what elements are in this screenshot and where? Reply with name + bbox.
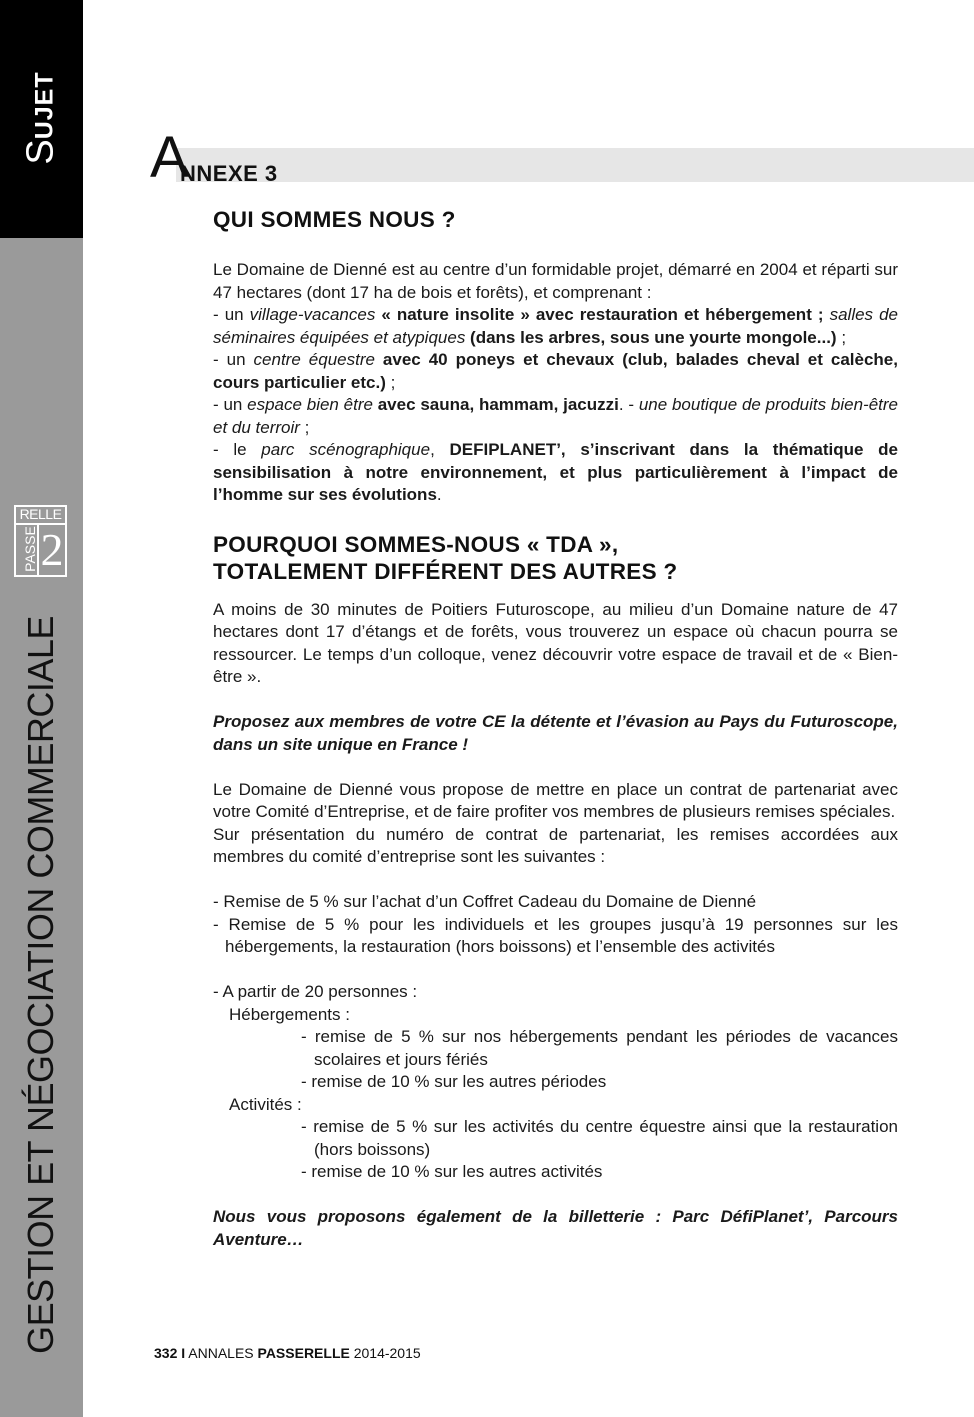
item-em: village-vacances: [249, 305, 376, 324]
activites-label: Activités :: [229, 1094, 302, 1114]
item-mid: . -: [618, 395, 639, 414]
footer-brand: PASSERELLE: [257, 1345, 350, 1361]
sidebar-header: [0, 0, 83, 238]
section-title-qui: QUI SOMMES NOUS ?: [213, 207, 456, 232]
intro-paragraph: Le Domaine de Dienné est au centre d’un formidable projet, démarré en 2004 et réparti sur 47 hectares (dont 17 ha de bois et forêts), et comprenant :: [213, 260, 898, 302]
title-line-2: TOTALEMENT DIFFÉRENT DES AUTRES ?: [213, 558, 678, 584]
remise-item: - Remise de 5 % sur l’achat d’un Coffret Cadeau du Domaine de Dienné: [213, 892, 757, 911]
item-tail: .: [436, 485, 442, 504]
ce-offer-text: Proposez aux membres de votre CE la détente et l’évasion au Pays du Futuroscope, dans un site unique en France !: [213, 712, 898, 754]
groups-heading: - A partir de 20 personnes :: [213, 982, 418, 1001]
main-content: [213, 206, 898, 1251]
list-item-equestre: [213, 349, 898, 394]
item-bold: (dans les arbres, sous une yourte mongole...): [465, 327, 837, 347]
item-em: espace bien être: [247, 395, 373, 414]
paragraph-location: A moins de 30 minutes de Poitiers Futuroscope, au milieu d’un Domaine nature de 47 hectares dont 17 d’étangs et de forêts, vous trouverez un espace où chacun pourra se ressourcer. Le temps d’un colloque, venez découvrir votre espace de travail et de « Bien-être ».: [213, 599, 898, 686]
remise-item: - Remise de 5 % pour les individuels et les groupes jusqu’à 19 personnes sur les hébergements, la restauration (hors boissons) et l’ensemble des activités: [213, 914, 898, 956]
closing-text: Nous vous proposons également de la billetterie : Parc DéfiPlanet’, Parcours Aventure…: [213, 1207, 898, 1249]
item-bold: avec sauna, hammam, jacuzzi: [372, 395, 619, 414]
item-mid: ,: [430, 440, 450, 459]
item-em: salles de séminaires équipées et atypiques: [213, 305, 898, 347]
hebergements-label: Hébergements :: [229, 1004, 350, 1024]
paragraph-remises-intro: Sur présentation du numéro de contrat de partenariat, les remises accordées aux membres du comité d’entreprise sont les suivantes :: [213, 824, 898, 866]
sujet-label: [20, 71, 63, 164]
paragraph-closing: [213, 1206, 898, 1251]
page-footer: [154, 1345, 421, 1361]
activite-item: - remise de 5 % sur les activités du centre équestre ainsi que la restauration (hors boissons): [301, 1117, 898, 1159]
logo-number: 2: [40, 524, 64, 575]
item-prefix: - un: [213, 350, 254, 369]
footer-annales: ANNALES: [185, 1345, 258, 1361]
annex-title: NNEXE 3: [180, 161, 278, 186]
title-line-1: POURQUOI SOMMES-NOUS « TDA »,: [213, 531, 619, 557]
section-title-pourquoi: [213, 531, 898, 585]
item-prefix: - un: [213, 305, 250, 324]
paragraph-partnership: Le Domaine de Dienné vous propose de mettre en place un contrat de partenariat avec votre Comité d’Entreprise, et de faire profiter vos membres de plusieurs remises spéciales.: [213, 779, 898, 821]
item-em: parc scénographique: [261, 440, 431, 459]
item-tail: ;: [299, 417, 310, 437]
item-bold: avec 40 poneys et chevaux (club, balades cheval et calèche, cours particulier etc.): [213, 350, 898, 392]
hebergement-item: - remise de 5 % sur nos hébergements pendant les périodes de vacances scolaires et jours fériés: [301, 1027, 898, 1069]
hebergement-item: - remise de 10 % sur les autres périodes: [301, 1072, 607, 1091]
item-prefix: - le: [213, 440, 262, 459]
left-sidebar: [0, 0, 83, 1417]
item-bold: DEFIPLANET’, s’inscrivant dans la thématique de sensibilisation à notre environnement, et plus particulièrement à l’impact de l’homme sur ses évolutions: [213, 440, 898, 504]
list-item-village: [213, 304, 898, 349]
paragraph-ce-offer: [213, 711, 898, 756]
sujet-rest: UJET: [30, 71, 59, 140]
list-item-parc: [213, 439, 898, 507]
list-item-bien-etre: [213, 394, 898, 439]
footer-year: 2014-2015: [349, 1345, 421, 1361]
item-tail: ;: [836, 327, 847, 347]
vertical-subject-title: GESTION ET NÉGOCIATION COMMERCIALE: [20, 616, 61, 1354]
logo-side-text: PASSE: [22, 526, 38, 572]
annex-initial: A: [150, 125, 189, 190]
item-em: centre équestre: [253, 350, 375, 369]
annex-band: [176, 148, 974, 182]
item-tail: ;: [385, 372, 396, 392]
activite-item: - remise de 10 % sur les autres activités: [301, 1162, 603, 1181]
logo-top-text: RELLE: [16, 505, 65, 525]
page-number: 332 I: [154, 1345, 186, 1361]
item-em: une boutique de produits bien-être et du terroir: [213, 395, 899, 437]
sujet-cap: S: [19, 139, 62, 165]
item-prefix: - un: [213, 395, 248, 414]
item-bold: « nature insolite » avec restauration et hébergement ;: [375, 305, 824, 324]
passerelle-logo: [14, 505, 67, 577]
